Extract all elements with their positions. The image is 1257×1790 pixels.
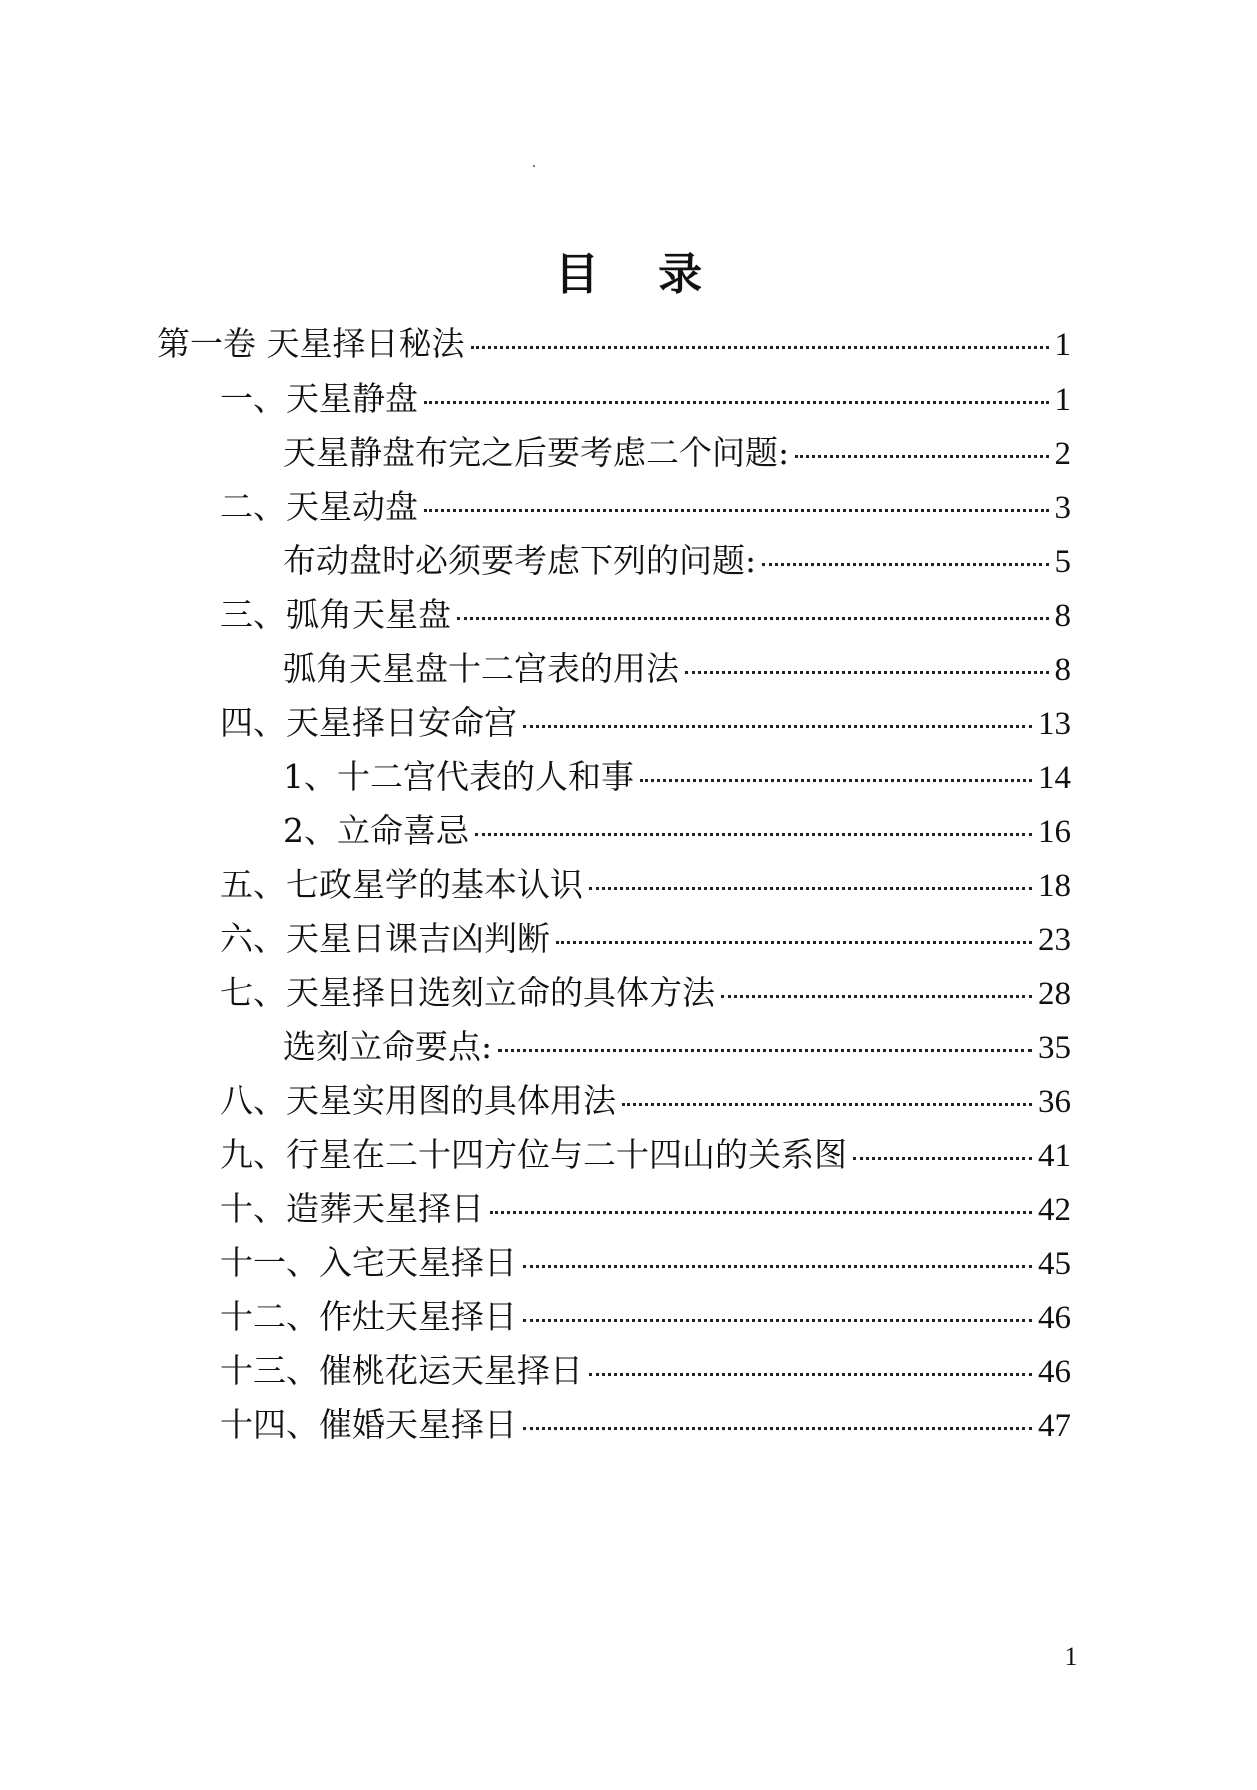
dot-leader xyxy=(721,995,1032,998)
toc-entry-title: 八、天星实用图的具体用法 xyxy=(220,1081,616,1120)
toc-entry-page: 35 xyxy=(1038,1030,1071,1066)
toc-entry-title: 1、十二宫代表的人和事 xyxy=(283,757,634,796)
toc-entry[interactable] xyxy=(283,751,1071,799)
toc-entry[interactable] xyxy=(220,373,1071,421)
toc-entry-page: 13 xyxy=(1038,706,1071,742)
toc-entry-title: 一、天星静盘 xyxy=(220,379,418,418)
page-title: 目 录 xyxy=(554,249,725,300)
dot-leader xyxy=(457,617,1049,620)
toc-entry[interactable] xyxy=(220,481,1071,529)
toc-entry-page: 16 xyxy=(1038,814,1071,850)
toc-entry[interactable] xyxy=(283,427,1071,475)
page-number: 1 xyxy=(1064,1642,1078,1671)
toc-entry-page: 1 xyxy=(1054,382,1071,418)
toc-entry-title: 五、七政星学的基本认识 xyxy=(220,865,583,904)
toc-entry-title: 十一、入宅天星择日 xyxy=(220,1243,517,1282)
toc-entry-title: 十三、催桃花运天星择日 xyxy=(220,1351,583,1390)
dot-leader xyxy=(795,455,1048,458)
toc-entry-page: 2 xyxy=(1054,436,1071,472)
dot-leader xyxy=(498,1049,1032,1052)
dot-leader xyxy=(622,1103,1032,1106)
dot-leader xyxy=(640,779,1032,782)
toc-entry[interactable] xyxy=(220,1345,1071,1393)
toc-entry[interactable] xyxy=(220,859,1071,907)
toc-entry-page: 3 xyxy=(1054,490,1071,526)
toc-entry-title: 弧角天星盘十二宫表的用法 xyxy=(283,649,679,688)
dot-leader xyxy=(853,1157,1032,1160)
toc-entry-page: 23 xyxy=(1038,922,1071,958)
toc-entry-title: 布动盘时必须要考虑下列的问题: xyxy=(283,541,757,580)
toc-entry[interactable] xyxy=(220,1075,1071,1123)
toc-entry-page: 28 xyxy=(1038,976,1071,1012)
dot-leader xyxy=(589,1373,1032,1376)
toc-entry-title: 七、天星择日选刻立命的具体方法 xyxy=(220,973,715,1012)
toc-entry[interactable] xyxy=(220,1183,1071,1231)
toc-entry-title: 六、天星日课吉凶判断 xyxy=(220,919,550,958)
toc-entry-page: 5 xyxy=(1054,544,1071,580)
dot-leader xyxy=(523,725,1032,728)
toc-entry[interactable] xyxy=(220,1291,1071,1339)
dot-leader xyxy=(589,887,1032,890)
dot-leader xyxy=(523,1427,1032,1430)
toc-entry-page: 45 xyxy=(1038,1246,1071,1282)
toc-entry-page: 41 xyxy=(1038,1138,1071,1174)
toc-entry-page: 46 xyxy=(1038,1354,1071,1390)
dot-leader xyxy=(556,941,1032,944)
toc-entry[interactable] xyxy=(220,589,1071,637)
dot-leader xyxy=(523,1319,1032,1322)
toc-entry[interactable] xyxy=(157,318,1071,366)
toc-entry-title: 十二、作灶天星择日 xyxy=(220,1297,517,1336)
toc-entry[interactable] xyxy=(220,913,1071,961)
toc-entry-title: 九、行星在二十四方位与二十四山的关系图 xyxy=(220,1135,847,1174)
toc-entry[interactable] xyxy=(283,643,1071,691)
toc-entry[interactable] xyxy=(283,805,1071,853)
dot-leader xyxy=(490,1211,1032,1214)
toc-entry-title: 四、天星择日安命宫 xyxy=(220,703,517,742)
toc-entry-title: 天星静盘布完之后要考虑二个问题: xyxy=(283,433,790,472)
toc-entry-page: 8 xyxy=(1054,652,1071,688)
dot-leader xyxy=(762,563,1048,566)
toc-entry-title: 十、造葬天星择日 xyxy=(220,1189,484,1228)
toc-entry-title: 二、天星动盘 xyxy=(220,487,418,526)
toc-entry-page: 8 xyxy=(1054,598,1071,634)
toc-entry-title: 三、弧角天星盘 xyxy=(220,595,451,634)
toc-entry-title: 十四、催婚天星择日 xyxy=(220,1405,517,1444)
toc-entry-title: 第一卷 天星择日秘法 xyxy=(157,324,465,363)
dot-leader xyxy=(685,671,1049,674)
toc-entry[interactable] xyxy=(220,1129,1071,1177)
toc-entry-title: 2、立命喜忌 xyxy=(283,811,469,850)
scan-speck xyxy=(533,165,535,167)
toc-entry[interactable] xyxy=(220,1237,1071,1285)
toc-entry[interactable] xyxy=(283,535,1071,583)
toc-entry[interactable] xyxy=(220,697,1071,745)
toc-entry-page: 18 xyxy=(1038,868,1071,904)
toc-entry-title: 选刻立命要点: xyxy=(283,1027,493,1066)
toc-entry-page: 46 xyxy=(1038,1300,1071,1336)
toc-entry[interactable] xyxy=(283,1021,1071,1069)
dot-leader xyxy=(424,509,1049,512)
toc-entry-page: 14 xyxy=(1038,760,1071,796)
toc-entry-page: 42 xyxy=(1038,1192,1071,1228)
dot-leader xyxy=(424,401,1049,404)
dot-leader xyxy=(471,346,1049,349)
toc-entry[interactable] xyxy=(220,1399,1071,1447)
toc-entry[interactable] xyxy=(220,967,1071,1015)
toc-entry-page: 1 xyxy=(1054,327,1071,363)
dot-leader xyxy=(475,833,1032,836)
dot-leader xyxy=(523,1265,1032,1268)
toc-entry-page: 47 xyxy=(1038,1408,1071,1444)
toc-entry-page: 36 xyxy=(1038,1084,1071,1120)
